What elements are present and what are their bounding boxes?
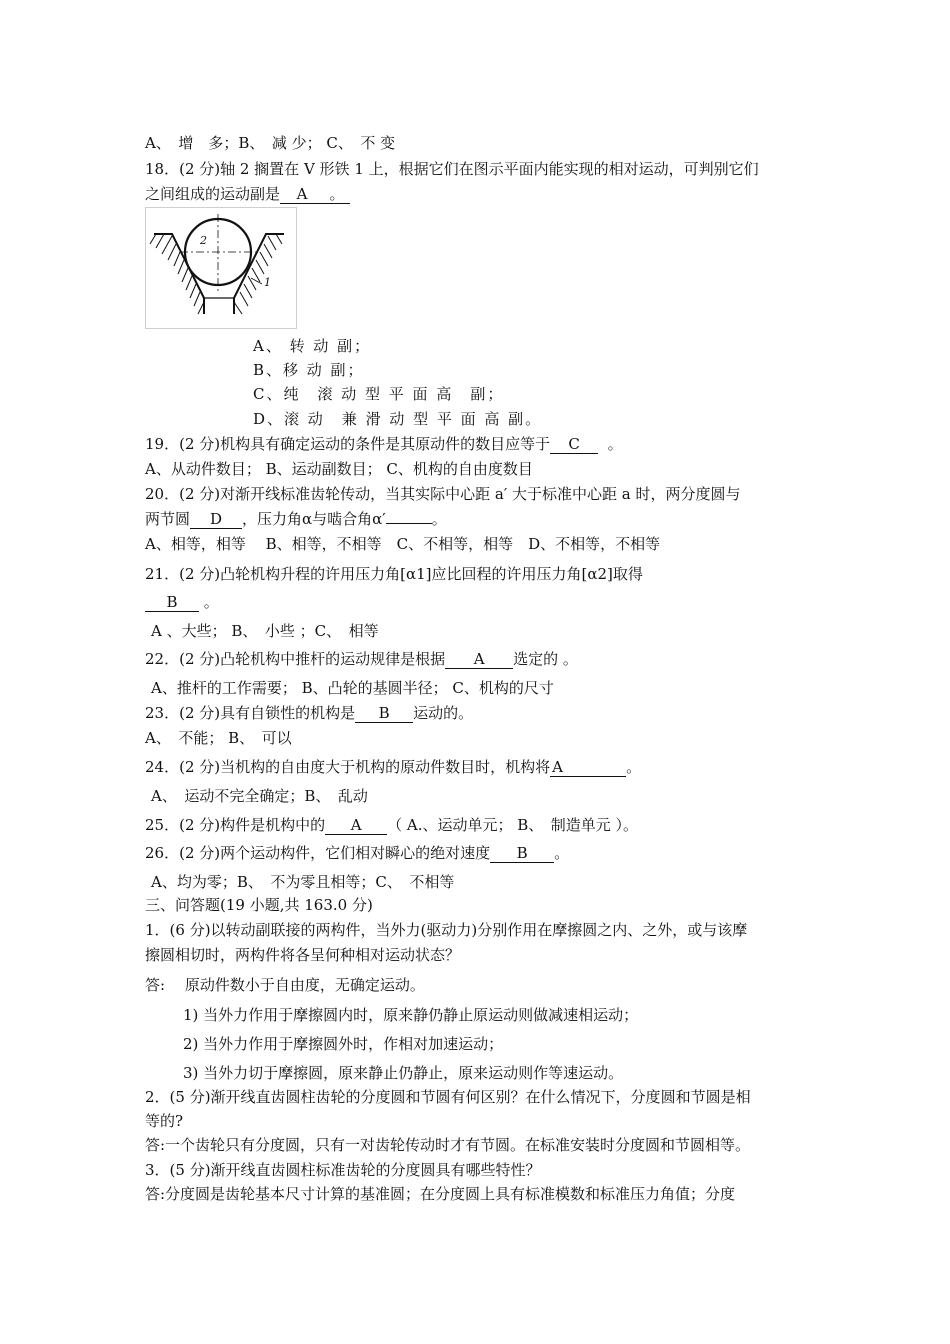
q23-stem <box>145 703 473 723</box>
a1-question-line2: 擦圆相切时，两构件将各呈何种相对运动状态？ <box>145 946 461 964</box>
q26-stem <box>145 843 569 863</box>
a3-answer: 答:分度圆是齿轮基本尺寸计算的基准圆；在分度圆上具有标准模数和标准压力角值；分度 <box>145 1185 736 1203</box>
q25-stem-text: 25．(2 分)构件是机构中的 <box>145 816 326 834</box>
q21-stem-line1: 21．(2 分)凸轮机构升程的许用压力角[α1]应比回程的许用压力角[α2]取得 <box>145 565 643 583</box>
q24-stem-end: 。 <box>626 758 642 776</box>
a2-question-line1: 2．(5 分)渐开线直齿圆柱齿轮的分度圆和节圆有何区别？在什么情况下，分度圆和节圆是相 <box>145 1088 751 1106</box>
a1-answer: 答: 原动件数小于自由度，无确定运动。 <box>145 976 425 994</box>
section-3-title: 三、问答题(19 小题,共 163.0 分) <box>145 896 373 914</box>
q20-stem-end: 。 <box>431 510 447 528</box>
q20-stem-line1: 20．(2 分)对渐开线标准齿轮传动，当其实际中心距 a′ 大于标准中心距 a 时，两分度圆与 <box>145 485 741 503</box>
q22-stem-end: 选定的 。 <box>513 650 578 668</box>
q19-stem-end: 。 <box>607 435 623 453</box>
q21-options: A 、大些； B、 小些 ；C、 相等 <box>151 622 379 640</box>
a2-question-line2: 等的? <box>145 1112 184 1130</box>
q24-options: A、 运动不完全确定；B、 乱动 <box>151 787 368 805</box>
q23-stem-text: 23．(2 分)具有自锁性的机构是 <box>145 704 356 722</box>
a1-point-1: 1) 当外力作用于摩擦圆内时，原来静仍静止原运动则做减速相运动； <box>183 1006 639 1024</box>
q17-options: A、 增 多；B、 减 少； C、 不 变 <box>145 134 396 152</box>
q26-stem-end: 。 <box>554 844 570 862</box>
q18-option-d: D、滚 动 兼 滑 动 型 平 面 高 副。 <box>253 410 543 428</box>
q26-stem-text: 26．(2 分)两个运动构件，它们相对瞬心的绝对速度 <box>145 844 491 862</box>
q20-stem-before: 两节圆 <box>145 510 191 528</box>
q25-stem-end: （ A.、运动单元； B、 制造单元 ）。 <box>387 816 639 834</box>
q19-answer-blank: C <box>550 436 598 454</box>
q26-options: A、均为零；B、 不为零且相等；C、 不相等 <box>151 873 455 891</box>
q20-second-blank <box>386 523 432 524</box>
q21-answer-blank: B <box>145 594 199 612</box>
a3-question: 3．(5 分)渐开线直齿圆柱标准齿轮的分度圆具有哪些特性？ <box>145 1161 541 1179</box>
q20-options: A、相等，相等 B、相等，不相等 C、不相等，相等 D、不相等，不相等 <box>145 535 661 553</box>
a1-point-3: 3) 当外力切于摩擦圆，原来静止仍静止，原来运动则作等速运动。 <box>183 1064 624 1082</box>
q19-stem-text: 19．(2 分)机构具有确定运动的条件是其原动件的数目应等于 <box>145 435 551 453</box>
q18-stem-line1: 18．(2 分)轴 2 搁置在 V 形铁 1 上，根据它们在图示平面内能实现的相对运动，可判别它们 <box>145 160 759 178</box>
a1-question-line1: 1．(6 分)以转动副联接的两构件，当外力(驱动力)分别作用在摩擦圆之内、之外，或与该摩 <box>145 921 748 939</box>
q21-stem-line2 <box>145 592 219 612</box>
q20-stem-line2 <box>145 509 447 529</box>
q23-stem-end: 运动的。 <box>413 704 474 722</box>
q22-stem-text: 22．(2 分)凸轮机构中推杆的运动规律是根据 <box>145 650 446 668</box>
shaft-on-v-block-diagram <box>146 208 296 328</box>
q22-answer-blank: A <box>445 651 513 669</box>
q26-answer-blank: B <box>490 845 554 863</box>
q19-stem <box>145 434 623 454</box>
q18-stem-after: 。 <box>324 186 350 204</box>
q24-answer-blank: A <box>550 759 626 777</box>
q20-stem-middle: ，压力角α与啮合角α′ <box>242 510 386 528</box>
a1-point-2: 2) 当外力作用于摩擦圆外时，作相对加速运动； <box>183 1035 504 1053</box>
v-block-figure <box>145 207 297 329</box>
q23-answer-blank: B <box>355 705 413 723</box>
vblock-leader-line <box>251 278 262 284</box>
q25-answer-blank: A <box>325 817 387 835</box>
a2-answer: 答:一个齿轮只有分度圆，只有一对齿轮传动时才有节圆。在标准安装时分度圆和节圆相等。 <box>145 1136 751 1154</box>
q21-stem-end: 。 <box>203 593 219 611</box>
q18-option-c: C、纯 滚 动 型 平 面 高 副； <box>253 385 505 403</box>
q20-answer-blank: D <box>190 511 242 529</box>
q23-options: A、 不能； B、 可以 <box>145 729 292 747</box>
vblock-label: 1 <box>264 276 271 289</box>
shaft-label: 2 <box>200 234 207 247</box>
q18-option-b: B、移 动 副； <box>253 361 365 379</box>
q22-options: A、推杆的工作需要； B、凸轮的基圆半径； C、机构的尺寸 <box>151 679 554 697</box>
q18-answer-blank: A <box>280 186 324 204</box>
q22-stem <box>145 649 578 669</box>
q19-options: A、从动件数目； B、运动副数目； C、机构的自由度数目 <box>145 460 533 478</box>
q24-stem-text: 24．(2 分)当机构的自由度大于机构的原动件数目时，机构将 <box>145 758 551 776</box>
v-block-left-edge <box>154 234 204 314</box>
q18-stem-line2 <box>145 184 350 204</box>
q24-stem <box>145 757 641 777</box>
q25-stem <box>145 815 638 835</box>
q18-option-a: A、 转 动 副； <box>253 337 372 355</box>
q18-stem-before: 之间组成的运动副是 <box>145 185 281 203</box>
